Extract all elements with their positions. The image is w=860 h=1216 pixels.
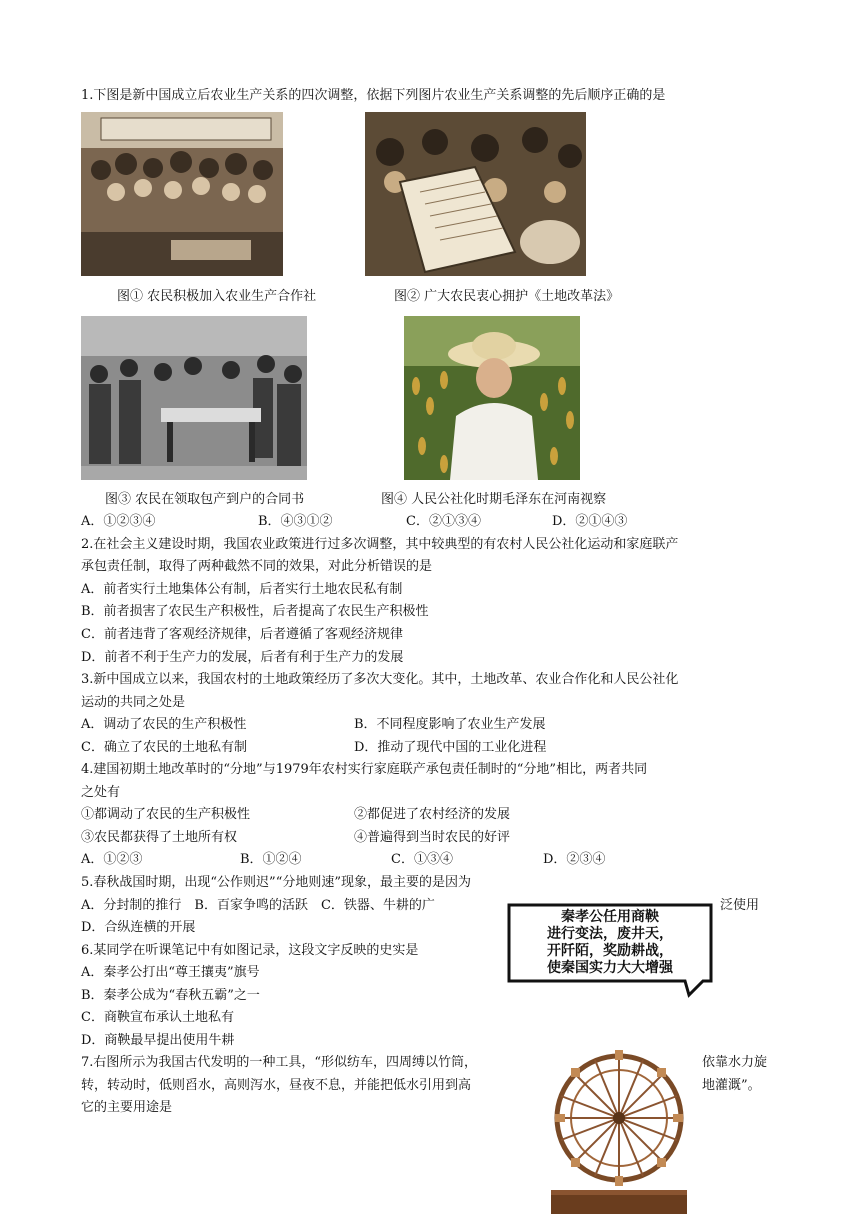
q4-option-d: D．②③④ [543,852,606,867]
photo3-caption: 图③ 农民在领取包产到户的合同书 [105,492,305,507]
note-line-2: 进行变法，废井天， [547,926,673,942]
photo1-caption: 图① 农民积极加入农业生产合作社 [117,289,317,304]
photo4-caption: 图④ 人民公社化时期毛泽东在河南视察 [381,492,607,507]
q1-option-b: B．④③①② [258,514,333,529]
q5-stem: 5.春秋战国时期，出现“公作则迟”“分地则速”现象，最主要的是因为 [81,875,471,890]
water-wheel-image [549,1040,689,1216]
q1-option-c: C．②①③④ [406,514,481,529]
q5-options-abc: A．分封制的推行 B．百家争鸣的活跃 C．铁器、牛耕的广 [81,898,435,913]
q1-option-a: A．①②③④ [81,514,156,529]
q2-option-d: D．前者不利于生产力的发展，后者有利于生产力的发展 [81,650,404,665]
q3-option-d: D．推动了现代中国的工业化进程 [354,740,547,755]
q3-stem-line2: 运动的共同之处是 [81,695,186,710]
q6-option-c: C．商鞅宣布承认土地私有 [81,1010,234,1025]
note-line-4: 使秦国实力大大增强 [547,960,673,976]
note-line-3: 开阡陌，奖励耕战， [547,943,673,959]
q6-option-a: A．秦孝公打出“尊王攘夷”旗号 [81,965,260,980]
photo-mao-field [404,316,580,480]
q4-option-b: B．①②④ [240,852,302,867]
q2-option-b: B．前者损害了农民生产积极性，后者提高了农民生产积极性 [81,604,429,619]
q2-stem-line2: 承包责任制，取得了两种截然不同的效果，对此分析错误的是 [81,559,433,574]
q7-stem-line1: 7.右图所示为我国古代发明的一种工具，“形似纺车，四周缚以竹筒， [81,1055,478,1070]
q4-stem-line2: 之处有 [81,785,121,800]
q4-option-c: C．①③④ [391,852,453,867]
q7-stem-line3: 它的主要用途是 [81,1100,173,1115]
photo-land-reform [365,112,586,276]
q3-option-c: C．确立了农民的土地私有制 [81,740,247,755]
q4-statement-4: ④普遍得到当时农民的好评 [354,830,511,845]
q7-stem-line1-continued: 依靠水力旋 [702,1055,768,1070]
q1-option-d: D．②①④③ [552,514,628,529]
q5-option-d: D．合纵连横的开展 [81,920,196,935]
q4-statement-2: ②都促进了农村经济的发展 [354,807,511,822]
q7-stem-line2: 转，转动时，低则舀水，高则泻水，昼夜不息，并能把低水引用到高 [81,1078,472,1093]
q5-options-abc-continued: 泛使用 [720,898,760,913]
q6-option-b: B．秦孝公成为“春秋五霸”之一 [81,988,260,1003]
q7-stem-line2-continued: 地灌溉”。 [702,1078,761,1093]
photo-cooperative [81,112,283,276]
lecture-note-card [507,903,713,999]
q1-stem: 1.下图是新中国成立后农业生产关系的四次调整，依据下列图片农业生产关系调整的先后顺序正确的是 [81,88,666,103]
note-line-1: 秦孝公任用商鞅 [561,909,659,925]
photo2-caption: 图② 广大农民衷心拥护《土地改革法》 [394,289,620,304]
photo-contracts [81,316,307,480]
q4-option-a: A．①②③ [81,852,143,867]
q2-option-a: A．前者实行土地集体公有制，后者实行土地农民私有制 [81,582,403,597]
q2-stem-line1: 2.在社会主义建设时期，我国农业政策进行过多次调整，其中较典型的有农村人民公社化运动和家庭联产 [81,537,679,552]
q4-statement-1: ①都调动了农民的生产积极性 [81,807,251,822]
q3-option-b: B．不同程度影响了农业生产发展 [354,717,546,732]
q4-stem-line1: 4.建国初期土地改革时的“分地”与1979年农村实行家庭联产承包责任制时的“分地”相比，两者共同 [81,762,648,777]
q2-option-c: C．前者违背了客观经济规律，后者遵循了客观经济规律 [81,627,403,642]
q6-option-d: D．商鞅最早提出使用牛耕 [81,1033,235,1048]
q4-statement-3: ③农民都获得了土地所有权 [81,830,238,845]
q3-stem-line1: 3.新中国成立以来，我国农村的土地政策经历了多次大变化。其中，土地改革、农业合作化和人民公社化 [81,672,679,687]
q3-option-a: A．调动了农民的生产积极性 [81,717,247,732]
q6-stem: 6.某同学在听课笔记中有如图记录，这段文字反映的史实是 [81,943,419,958]
